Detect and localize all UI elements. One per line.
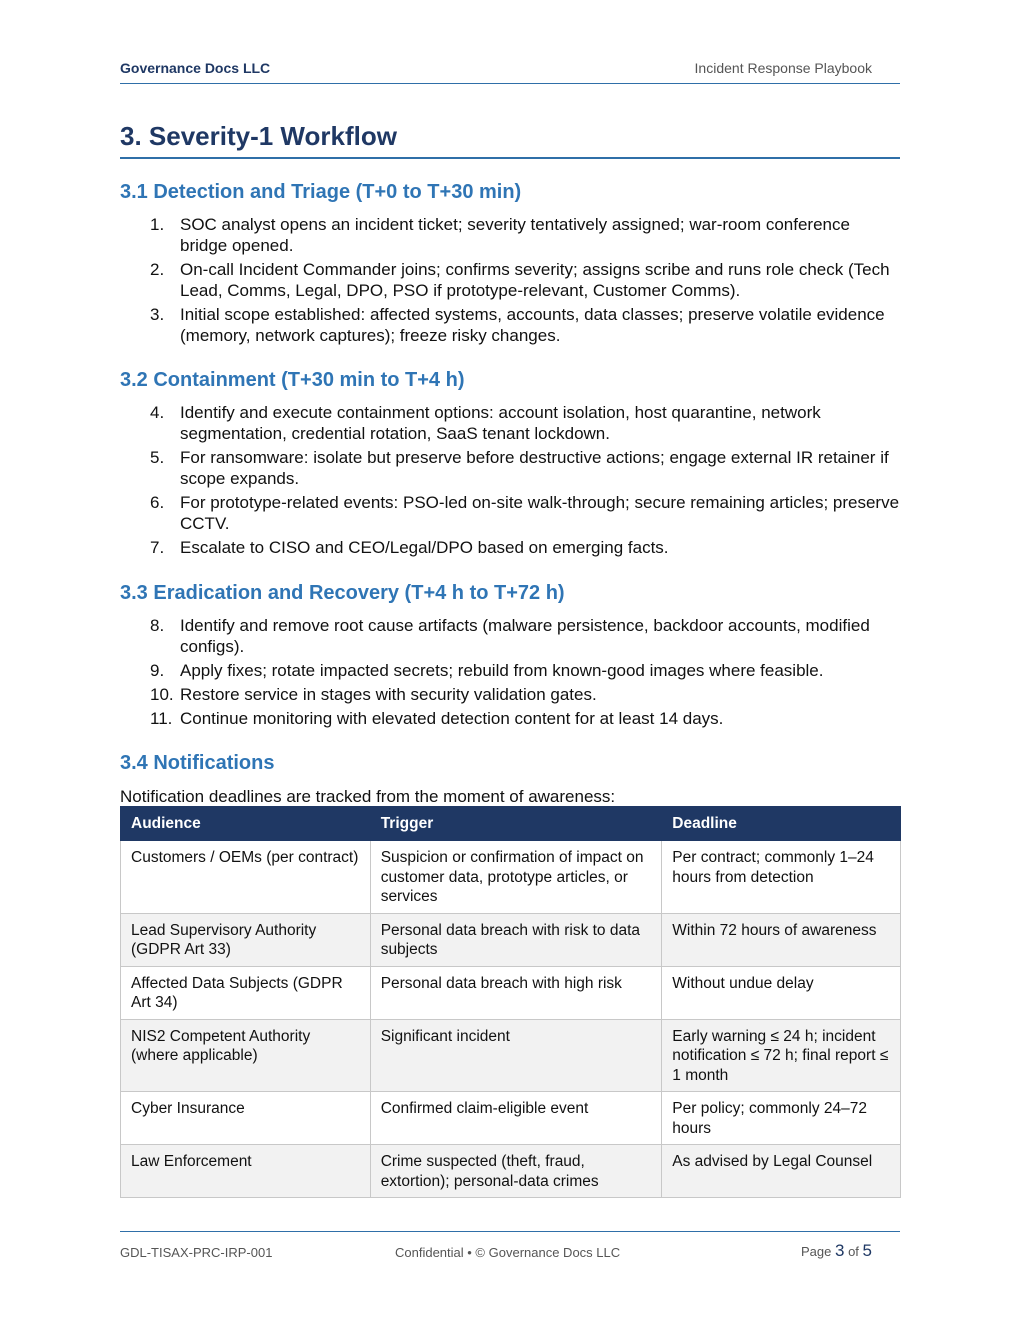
table-row xyxy=(121,913,901,966)
table-cell: Within 72 hours of awareness xyxy=(662,913,901,966)
page-number: Page 3 of 5 xyxy=(800,1241,872,1260)
table-cell: Significant incident xyxy=(370,1019,662,1092)
list-item: 3. Initial scope established: affected systems, accounts, data classes; preserve volatile evidence (memory, network captures); freeze risky changes. xyxy=(150,305,885,345)
step-list-containment xyxy=(120,402,900,561)
table-cell: Without undue delay xyxy=(662,966,901,1019)
document-title: Incident Response Playbook xyxy=(694,60,872,76)
list-item: 5. For ransomware: isolate but preserve before destructive actions; engage external IR retainer if scope expands. xyxy=(150,448,889,488)
list-item: 9. Apply fixes; rotate impacted secrets; rebuild from known-good images where feasible. xyxy=(150,661,824,680)
list-item: 8. Identify and remove root cause artifacts (malware persistence, backdoor accounts, modified configs). xyxy=(150,616,870,656)
table-cell: Law Enforcement xyxy=(121,1145,371,1198)
page-header xyxy=(120,59,900,84)
document-id: GDL-TISAX-PRC-IRP-001 xyxy=(120,1245,273,1260)
subsection-heading-3-3: 3.3 Eradication and Recovery (T+4 h to T+72 h) xyxy=(120,582,565,604)
table-row xyxy=(121,1145,901,1198)
list-item: 11. Continue monitoring with elevated detection content for at least 14 days. xyxy=(150,709,724,728)
table-row xyxy=(121,1019,901,1092)
table-cell: Lead Supervisory Authority (GDPR Art 33) xyxy=(121,913,371,966)
list-item: 1. SOC analyst opens an incident ticket; severity tentatively assigned; war-room conference bridge opened. xyxy=(150,215,850,255)
table-cell: Affected Data Subjects (GDPR Art 34) xyxy=(121,966,371,1019)
subsection-heading-3-4: 3.4 Notifications xyxy=(120,752,275,774)
list-item: 7. Escalate to CISO and CEO/Legal/DPO based on emerging facts. xyxy=(150,538,669,557)
page-footer xyxy=(120,1231,900,1272)
column-header: Trigger xyxy=(370,807,662,841)
column-header: Audience xyxy=(121,807,371,841)
table-cell: Personal data breach with risk to data subjects xyxy=(370,913,662,966)
table-cell: Crime suspected (theft, fraud, extortion); personal-data crimes xyxy=(370,1145,662,1198)
table-row xyxy=(121,966,901,1019)
table-cell: Confirmed claim-eligible event xyxy=(370,1092,662,1145)
subsection-heading-3-1: 3.1 Detection and Triage (T+0 to T+30 min) xyxy=(120,181,522,203)
confidentiality-notice: Confidential • © Governance Docs LLC xyxy=(395,1245,621,1260)
list-item: 2. On-call Incident Commander joins; confirms severity; assigns scribe and runs role check (Tech Lead, Comms, Legal, DPO, PSO if prototype-relevant, Customer Comms). xyxy=(150,260,890,300)
subsection-heading-3-2: 3.2 Containment (T+30 min to T+4 h) xyxy=(120,369,465,391)
notifications-intro: Notification deadlines are tracked from the moment of awareness: xyxy=(120,787,616,806)
table-cell: As advised by Legal Counsel xyxy=(662,1145,901,1198)
notifications-table xyxy=(120,806,901,1198)
table-cell: NIS2 Competent Authority (where applicable) xyxy=(121,1019,371,1092)
list-item: 10. Restore service in stages with security validation gates. xyxy=(150,685,597,704)
list-item: 6. For prototype-related events: PSO-led on-site walk-through; secure remaining articles; preserve CCTV. xyxy=(150,493,900,533)
table-cell: Cyber Insurance xyxy=(121,1092,371,1145)
table-header-row xyxy=(121,807,901,841)
table-cell: Customers / OEMs (per contract) xyxy=(121,841,371,914)
step-list-eradication xyxy=(120,615,900,732)
table-cell: Personal data breach with high risk xyxy=(370,966,662,1019)
section-heading: 3. Severity-1 Workflow xyxy=(120,120,900,159)
table-cell: Suspicion or confirmation of impact on customer data, prototype articles, or services xyxy=(370,841,662,914)
table-cell: Early warning ≤ 24 h; incident notification ≤ 72 h; final report ≤ 1 month xyxy=(662,1019,901,1092)
table-cell: Per policy; commonly 24–72 hours xyxy=(662,1092,901,1145)
list-item: 4. Identify and execute containment options: account isolation, host quarantine, network segmentation, credential rotation, SaaS tenant lockdown. xyxy=(150,403,821,443)
table-row xyxy=(121,1092,901,1145)
step-list-detection xyxy=(120,214,900,349)
column-header: Deadline xyxy=(662,807,901,841)
table-cell: Per contract; commonly 1–24 hours from detection xyxy=(662,841,901,914)
company-name: Governance Docs LLC xyxy=(120,60,271,76)
table-row xyxy=(121,841,901,914)
